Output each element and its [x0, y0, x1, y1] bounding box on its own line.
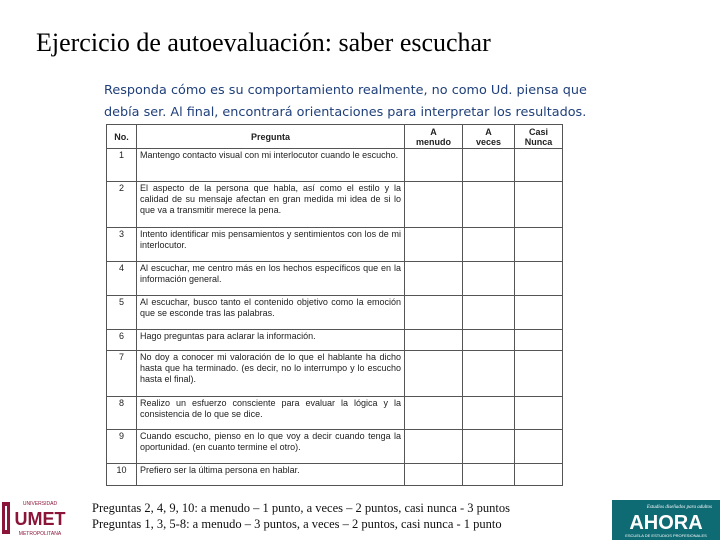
- row-number: 6: [107, 330, 137, 351]
- header-pregunta: Pregunta: [137, 125, 405, 149]
- ahora-logo-tagline: Estudios diseñados para adultos: [646, 505, 712, 510]
- answer-a-veces[interactable]: [463, 430, 515, 464]
- answer-casi-nunca[interactable]: [515, 228, 563, 262]
- row-question: Intento identificar mis pensamientos y sentimientos con los de mi interlocutor.: [137, 228, 405, 262]
- answer-casi-nunca[interactable]: [515, 182, 563, 228]
- umet-logo-top: UNIVERSIDAD: [22, 501, 58, 507]
- intro-line-1: Responda cómo es su comportamiento realmente, no como Ud. piensa que: [104, 83, 587, 98]
- answer-a-menudo[interactable]: [405, 296, 463, 330]
- answer-a-veces[interactable]: [463, 182, 515, 228]
- scoring-notes: [92, 500, 510, 532]
- row-question: El aspecto de la persona que habla, así como el estilo y la calidad de su mensaje afectan en gran medida mi idea de si lo que va a transmitir merece la pena.: [137, 182, 405, 228]
- answer-a-veces[interactable]: [463, 330, 515, 351]
- intro-line-2: debía ser. Al final, encontrará orientaciones para interpretar los resultados.: [104, 105, 587, 120]
- answer-a-menudo[interactable]: [405, 397, 463, 430]
- header-a-menudo: A menudo: [405, 125, 463, 149]
- intro-text: [104, 80, 587, 124]
- answer-casi-nunca[interactable]: [515, 351, 563, 397]
- answer-casi-nunca[interactable]: [515, 296, 563, 330]
- row-number: 8: [107, 397, 137, 430]
- row-question: Hago preguntas para aclarar la información.: [137, 330, 405, 351]
- answer-a-menudo[interactable]: [405, 330, 463, 351]
- row-number: 1: [107, 149, 137, 182]
- header-a-veces: A veces: [463, 125, 515, 149]
- answer-a-veces[interactable]: [463, 149, 515, 182]
- answer-a-menudo[interactable]: [405, 182, 463, 228]
- row-number: 5: [107, 296, 137, 330]
- table-row: [107, 330, 563, 351]
- table-header-row: [107, 125, 563, 149]
- answer-a-menudo[interactable]: [405, 228, 463, 262]
- answer-casi-nunca[interactable]: [515, 430, 563, 464]
- table-row: [107, 464, 563, 486]
- answer-casi-nunca[interactable]: [515, 464, 563, 486]
- answer-a-veces[interactable]: [463, 262, 515, 296]
- umet-logo: [0, 496, 78, 540]
- answer-casi-nunca[interactable]: [515, 149, 563, 182]
- answer-a-menudo[interactable]: [405, 351, 463, 397]
- row-number: 7: [107, 351, 137, 397]
- table-row: [107, 397, 563, 430]
- answer-a-menudo[interactable]: [405, 430, 463, 464]
- answer-casi-nunca[interactable]: [515, 397, 563, 430]
- row-number: 2: [107, 182, 137, 228]
- umet-logo-main: UMET: [14, 509, 66, 529]
- table-row: [107, 182, 563, 228]
- row-question: Cuando escucho, pienso en lo que voy a decir cuando tenga la oportunidad. (en cuanto termine el otro).: [137, 430, 405, 464]
- answer-a-veces[interactable]: [463, 228, 515, 262]
- header-casi-nunca: Casi Nunca: [515, 125, 563, 149]
- answer-a-veces[interactable]: [463, 351, 515, 397]
- answer-a-menudo[interactable]: [405, 464, 463, 486]
- row-question: Realizo un esfuerzo consciente para evaluar la lógica y la consistencia de lo que se dice.: [137, 397, 405, 430]
- table-row: [107, 430, 563, 464]
- slide-title: Ejercicio de autoevaluación: saber escuchar: [36, 28, 491, 57]
- answer-casi-nunca[interactable]: [515, 330, 563, 351]
- row-number: 9: [107, 430, 137, 464]
- row-question: Mantengo contacto visual con mi interlocutor cuando le escucho.: [137, 149, 405, 182]
- ahora-logo-sub: ESCUELA DE ESTUDIOS PROFESIONALES: [625, 533, 707, 538]
- table-row: [107, 262, 563, 296]
- scoring-line-1: Preguntas 2, 4, 9, 10: a menudo – 1 punto, a veces – 2 puntos, casi nunca - 3 puntos: [92, 501, 510, 515]
- row-number: 3: [107, 228, 137, 262]
- answer-a-menudo[interactable]: [405, 149, 463, 182]
- header-no: No.: [107, 125, 137, 149]
- ahora-logo-main: AHORA: [629, 512, 703, 534]
- questionnaire-table: [106, 124, 563, 486]
- row-question: No doy a conocer mi valoración de lo que el hablante ha dicho hasta que ha terminado. (es decir, no lo interrumpo y lo escucho hasta el final).: [137, 351, 405, 397]
- row-question: Al escuchar, busco tanto el contenido objetivo como la emoción que se esconde tras las palabras.: [137, 296, 405, 330]
- answer-a-veces[interactable]: [463, 296, 515, 330]
- scoring-line-2: Preguntas 1, 3, 5-8: a menudo – 3 puntos, a veces – 2 puntos, casi nunca - 1 punto: [92, 517, 502, 531]
- table-row: [107, 228, 563, 262]
- row-question: Al escuchar, me centro más en los hechos específicos que en la información general.: [137, 262, 405, 296]
- ahora-logo: [612, 500, 720, 540]
- row-question: Prefiero ser la última persona en hablar.: [137, 464, 405, 486]
- answer-a-veces[interactable]: [463, 464, 515, 486]
- row-number: 4: [107, 262, 137, 296]
- table-row: [107, 149, 563, 182]
- table-row: [107, 351, 563, 397]
- umet-logo-bottom: METROPOLITANA: [18, 531, 62, 537]
- row-number: 10: [107, 464, 137, 486]
- answer-casi-nunca[interactable]: [515, 262, 563, 296]
- answer-a-menudo[interactable]: [405, 262, 463, 296]
- table-row: [107, 296, 563, 330]
- answer-a-veces[interactable]: [463, 397, 515, 430]
- umet-emblem-icon: [2, 502, 10, 534]
